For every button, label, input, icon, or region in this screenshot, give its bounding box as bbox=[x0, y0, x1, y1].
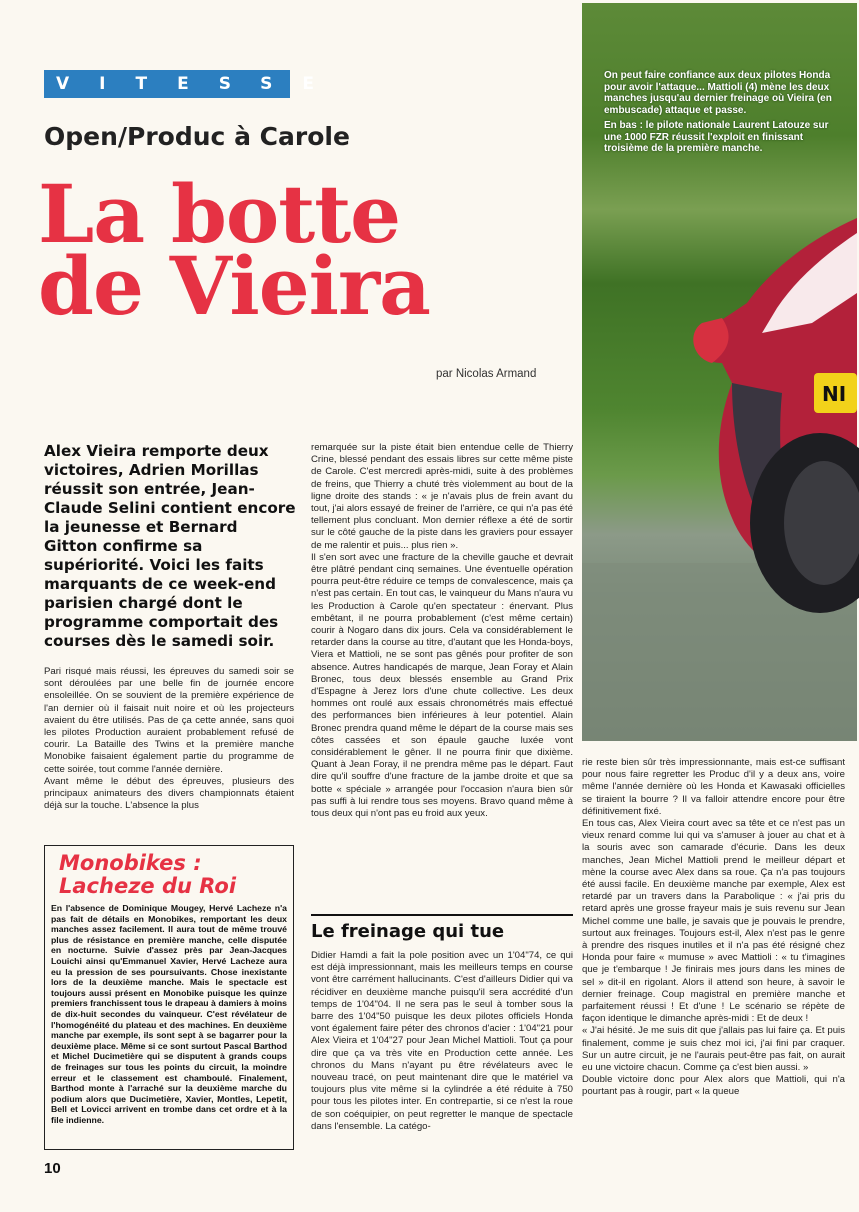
sidebar-box-body: En l'absence de Dominique Mougey, Hervé Lacheze n'a pas fait de détails en Monobikes, remportant les deux manches assez facilement. Il aura tout de même trouvé plus de résistance en première manche, celle disputée en nocturne. Suivie d'assez près par Jean-Jacques Louichi ainsi qu'Emmanuel Xavier, Hervé Lacheze aura eu la pression de ses poursuivants. Chose inexistante lors de la deuxième manche. Mais le spectacle est toujours aussi présent en Monobike puisque les quinze premiers franchissent tous le drapeau à damiers à moins de dix-huit secondes du vainqueur. C'est révélateur de l'homogénéité du plateau et des machines. En deuxième manche par exemple, ils sont sept à se bagarrer pour la deuxième place. Même si ce sont surtout Pascal Barthod et Michel Ducimetière qui se disputent à grands coups de freinages sur tous les points du circuit, la moindre erreur et le classement est chamboulé. Finalement, Barthod monte à l'arraché sur la deuxième marche du podium alors que Ducimetière, Xavier, Montles, Lepetit, Bell et Lovicci arrivent en trombe dans cet ordre et à la file indienne. bbox=[51, 903, 287, 1125]
paragraph: Avant même le début des épreuves, plusieurs des principaux animateurs des divers championnats étaient déjà sur la touche. L'absence la plus bbox=[44, 775, 294, 812]
title-line-2: de Vieira bbox=[38, 239, 431, 333]
paragraph: Didier Hamdi a fait la pole position avec un 1'04"74, ce qui est déjà impressionnant, mais les meilleurs temps en course vont être carrément hallucinants. C'est d'ailleurs Didier qui va récidiver en deuxième manche puisqu'il sera accrédité d'un temps de 1'04"04. Il ne sera pas le seul à tomber sous la barre des 1'04"50 puisque les deux pilotes officiels Honda vont également faire péter des chronos d'acier : 1'04"21 pour Alex Vieira et 1'04"27 pour Jean Michel Mattioli. Tout ça pour dire que ça va très vite en Production cette année. Les chronos du Mans n'ayant pu être révélateurs avec le nouveau tracé, on peut maintenant dire que le matériel va toujours plus vite même si la cylindrée a été réduite à 750 pour tous les pilotes inter. En contrepartie, si ce n'est la roue de son coéquipier, on peut regretter le manque de spectacle dans l'ensemble. La catégo- bbox=[311, 950, 573, 1132]
photo-caption bbox=[604, 70, 844, 159]
body-column-1 bbox=[44, 666, 294, 812]
sidebar-box-title: Monobikes : Lacheze du Roi bbox=[59, 851, 237, 898]
svg-text:NI: NI bbox=[822, 382, 847, 406]
caption-paragraph: En bas : le pilote nationale Laurent Latouze sur une 1000 FZR réussit l'exploit en finissant troisième de la première manche. bbox=[604, 120, 829, 154]
sidebar-box bbox=[44, 845, 294, 1150]
body-column-2-continued bbox=[311, 950, 573, 1133]
article-subhead: Open/Produc à Carole bbox=[44, 122, 350, 151]
page-number: 10 bbox=[44, 1160, 61, 1177]
caption-paragraph: On peut faire confiance aux deux pilotes Honda pour avoir l'attaque... Mattioli (4) mène les deux manches jusqu'au dernier freinage où Vieira (en embuscade) attaque et passe. bbox=[604, 70, 832, 116]
article-title bbox=[38, 167, 578, 333]
paragraph: rie reste bien sûr très impressionnante, mais est-ce suffisant pour nous faire regretter les Produc d'il y a deux ans, voire même l'année dernière où les Honda et Kawasaki officielles se tiraient la bourre ? Il va falloir attendre encore pour être définitivement fixé. bbox=[582, 757, 845, 817]
paragraph: Il s'en sort avec une fracture de la cheville gauche et devrait être plâtré pendant cinq semaines. Une éventuelle opération pourra peut-être réduire ce temps de convalescence, mais ça n'est pas certain. En tout cas, le vainqueur du Mans n'aura vu les Production à Carole qu'en spectateur : énervant. Plus embêtant, il ne pourra probablement (c'est même certain) courir à Nogaro dans dix jours. Cela va considérablement le retarder dans la course au titre, d'autant que les Honda-boys, Viera et Mattioli, ne se sont pas gênés pour profiter de son absence. Autres handicapés de marque, Jean Foray et Alain Bronec, tous deux blessés ensemble au Grand Prix d'Espagne à Jerez lors d'une chute collective. Les deux hommes ont roulé aux essais chronométrés mais effectué des performances bien inférieures à leur potentiel. Alain Bronec prendra quand même le départ de la course mais ses côtes cassées et son épaule gauche luxée vont considérablement le gêner. Il ne pourra finir que dixième. Quant à Jean Foray, il ne prendra même pas le départ. Faut dire qu'il souffre d'une fracture de la jambe droite et que sa botte « spéciale » arrangée pour l'occasion n'aura bien sûr pas suffi à lui rendre tous ses moyens. Bravo quand même à tous deux qui n'ont pas eu froid aux yeux. bbox=[311, 551, 573, 820]
article-lead: Alex Vieira remporte deux victoires, Adrien Morillas réussit son entrée, Jean-Claude Selini contient encore la jeunesse et Bernard Gitton confirme sa supériorité. Voici les faits marquants de ce week-end parisien chargé dont le programme comportait des courses dès le samedi soir. bbox=[44, 442, 296, 650]
body-column-2 bbox=[311, 442, 573, 820]
paragraph: remarquée sur la piste était bien entendue celle de Thierry Crine, blessé pendant des essais libres sur cette même piste de Carole. C'est mercredi après-midi, suite à des problèmes de freins, que Thierry a chuté très violemment au bout de la ligne droite des stands : « je n'avais plus de frein avant du tout, j'ai alors essayé de freiner de l'arrière, ce qui n'a pas été tellement plus concluant. Mon dernier réflexe a été de sortir sur le côté gauche de la piste dans les graviers pour essayer de me ralentir et puis... plus rien ». bbox=[311, 442, 573, 551]
section-rubric: VITESSE bbox=[44, 70, 290, 98]
byline: par Nicolas Armand bbox=[436, 368, 537, 380]
section-heading: Le freinage qui tue bbox=[311, 914, 573, 942]
paragraph: En tous cas, Alex Vieira court avec sa tête et ce n'est pas un vieux renard comme lui qui va s'amuser à jouer au chat et à la souris avec son camarade d'écurie. Dans les deux manches, Jean Michel Mattioli prend le meilleur départ et mène la course avec Alex dans sa roue. Ça n'a pas toujours été aussi facile. En deuxième manche par exemple, Alex est retardé par un travers dans la Parabolique : « j'ai pris du retard après une grosse frayeur mais je suis revenu sur Jean Michel comme une balle, je savais que je pouvais le prendre, surtout aux freinages. Toujours est-il, Alex n'est pas le genre à prendre des risques inutiles et il n'a pas été résigné chez Honda pour faire « mumuse » avec Mattioli : « tu t'imagines que je t'embarque ! Je finirais mes jours dans les mines de sel » dit-il en rigolant. Alors il attend son heure, à savoir le dernier freinage. Coup magistral en première manche et parfaitement réussi ! Et d'une ! Le scénario se répète de façon identique le dimanche après-midi : Et de deux ! bbox=[582, 818, 845, 1025]
body-column-3 bbox=[582, 757, 845, 1099]
paragraph: « J'ai hésité. Je me suis dit que j'allais pas lui faire ça. Et puis finalement, comme je suis chez moi ici, j'ai fini par craquer. Sur un autre circuit, je ne l'aurais peut-être pas fait, on aurait eu une victoire chacun. Comme ça c'est bien aussi. » bbox=[582, 1025, 845, 1074]
paragraph: Pari risqué mais réussi, les épreuves du samedi soir se sont déroulées par une belle fin de journée encore ensoleillée. On se souvient de la première expérience de l'an dernier où il faisait nuit noire et où les projecteurs avaient du être utilisés. Pas de ça cette année, sans quoi les pilotes Production auraient probablement refusé de courir. La Bataille des Twins et la première manche Monobike faisaient également partie du programme de cette soirée, tout comme l'année dernière. bbox=[44, 666, 294, 775]
title-line-1: La botte bbox=[38, 167, 401, 261]
paragraph: Double victoire donc pour Alex alors que Mattioli, qui n'a pourtant pas à rougir, part « la queue bbox=[582, 1074, 845, 1098]
